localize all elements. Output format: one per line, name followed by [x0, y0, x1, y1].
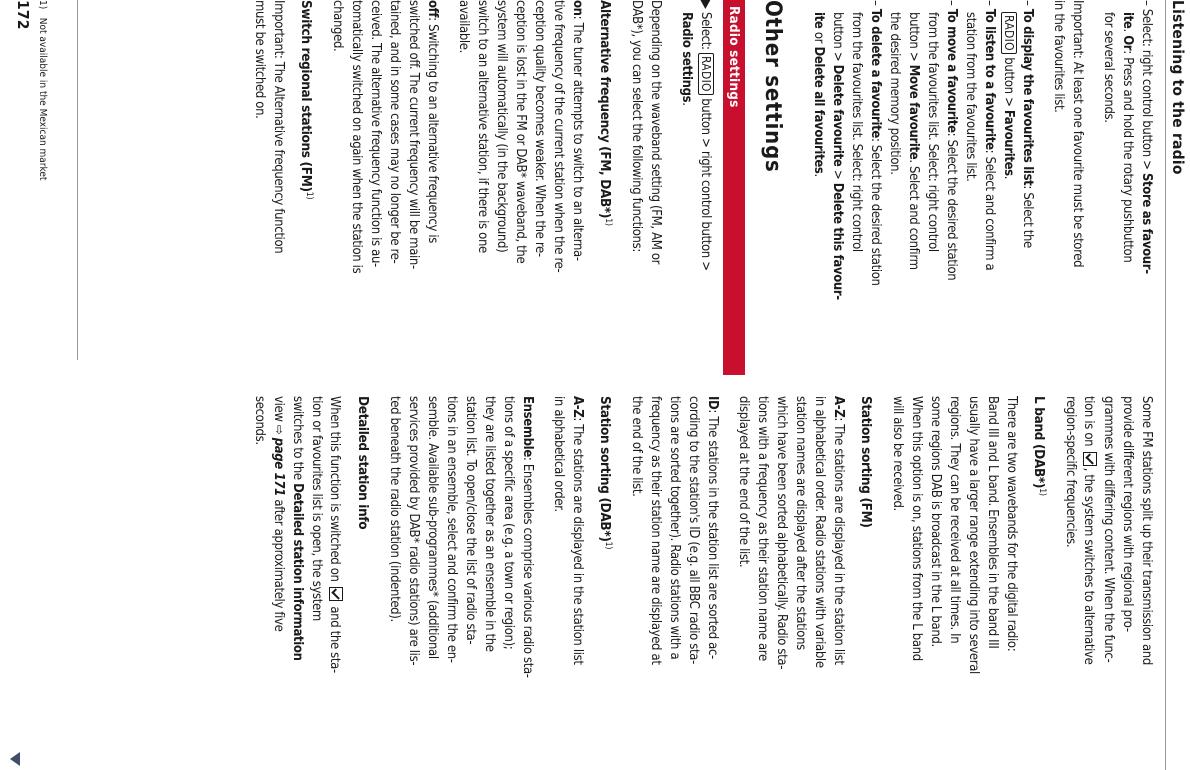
- text-line: region-specific frequencies.: [1063, 396, 1078, 548]
- store-favourite-step: [1099, 0, 1156, 375]
- text-line: tions of a specific area (e.g. a town or region);: [501, 396, 516, 650]
- text-line: tions in an ensemble, select and confirm the en-: [444, 396, 459, 663]
- text-line: displayed at the end of the list.: [736, 396, 751, 568]
- regional-stations-note: [250, 0, 288, 375]
- continue-triangle-icon: [10, 752, 20, 766]
- select-instruction: [677, 0, 715, 375]
- subheading-detailed-station-info: Detailed station info: [355, 396, 371, 530]
- radio-key-icon: RADIO: [1001, 12, 1017, 54]
- l-band-text: [888, 396, 1021, 770]
- header-divider: [1165, 0, 1166, 770]
- text-line: Some FM stations split up their transmission and: [1139, 396, 1154, 665]
- text-line: tions with a frequency as their station name are: [755, 396, 770, 661]
- text-line: in alphabetical order.: [551, 396, 566, 512]
- text-line: cording to the station's ID (e.g. all BBC radio sta-: [686, 396, 701, 664]
- right-column: [250, 396, 1156, 770]
- text-line: station list. To open/close the list of radio sta-: [463, 396, 478, 645]
- text-line: – Select: right control button > Store as favour-: [1139, 0, 1154, 274]
- text-line: which have been sorted alphabetically. Radio sta-: [774, 396, 789, 670]
- subheading-regional-stations: Switch regional stations (FM)$^{1)}$: [298, 0, 314, 200]
- subheading-station-sorting-fm: Station sorting (FM): [858, 396, 874, 528]
- text-line: tion or favourites list is open, the system: [309, 396, 324, 621]
- alt-frequency-off: [328, 0, 442, 375]
- text-line: in the favourites list.: [1051, 0, 1066, 113]
- text-line: tomatically switched on again when the station is: [349, 0, 364, 274]
- text-line: Important: The Alternative frequency function: [271, 0, 286, 254]
- page-header-title: Listening to the radio: [1169, 0, 1187, 175]
- text-line: When this function is switched on and the sta-: [327, 396, 342, 673]
- text-line: system will automatically (in the background): [494, 0, 509, 253]
- checked-checkbox-icon: [1083, 452, 1097, 466]
- subheading-station-sorting-dab: Station sorting $(DAB*)^{1)}$: [597, 396, 613, 550]
- regional-fm-intro: [1061, 396, 1156, 770]
- text-line: ception quality becomes weaker. When the re-: [532, 0, 547, 257]
- text-line: provide different regions with regional pro-: [1120, 396, 1135, 632]
- checked-checkbox-icon: [329, 587, 343, 601]
- text-line: off: Switching to an alternative frequency is: [425, 0, 440, 244]
- text-line: ted beneath the radio station (indented).: [387, 396, 402, 622]
- text-line: semble. Available sub-programmes* (additional: [425, 396, 440, 659]
- text-line: tained, and in some cases may no longer be re-: [387, 0, 402, 264]
- text-line: ception is lost in the FM or DAB* waveband, the: [513, 0, 528, 264]
- text-line: the end of the list.: [629, 396, 644, 497]
- text-line: Band III and L band. Ensembles in the band III: [985, 396, 1000, 649]
- important-note: [1049, 0, 1087, 375]
- text-line: the desired memory position.: [887, 12, 902, 175]
- text-line: station names are displayed after the stations: [793, 396, 808, 650]
- text-line: Radio settings.: [679, 12, 694, 106]
- text-line: ID: The stations in the station list are sorted ac-: [705, 396, 720, 659]
- move-favourite-step: [885, 0, 961, 375]
- text-line: in alphabetical order. Radio stations with variable: [812, 396, 827, 668]
- text-line: – To move a favourite: Select the desired station: [944, 0, 959, 281]
- sort-dab-az: [549, 396, 587, 770]
- text-line: they are listed together as an ensemble in the: [482, 396, 497, 652]
- text-line: switches to the Detailed station information: [290, 396, 305, 661]
- display-favourites-step: [999, 0, 1037, 375]
- text-line: available.: [456, 0, 471, 54]
- text-line: button > Delete favourite > Delete this favour-: [830, 12, 845, 300]
- text-line: Important: At least one favourite must be stored: [1070, 0, 1085, 268]
- text-line: Depending on the waveband setting (FM, AM or: [648, 0, 663, 265]
- text-line: ceived. The alternative frequency function is au-: [368, 0, 383, 267]
- text-line: A-Z: The stations are displayed in the station list: [570, 396, 585, 665]
- section-heading: Other settings: [760, 0, 785, 173]
- text-line: tive frequency of the current station when the re-: [551, 0, 566, 273]
- page-number: 172: [14, 0, 32, 30]
- text-line: from the favourites list. Select: right control: [849, 12, 864, 252]
- text-line: There are two wavebands for the digital radio:: [1004, 396, 1019, 652]
- text-line: grammes with differing content. When the func-: [1101, 396, 1116, 663]
- text-line: frequency as their station name are displayed at: [648, 396, 663, 665]
- text-line: DAB*), you can select the following functions:: [629, 0, 644, 252]
- text-line: seconds.: [252, 396, 267, 445]
- text-line: regions. They can be received at all times. In: [947, 396, 962, 644]
- text-line: from the favourites list. Select: right control: [925, 12, 940, 252]
- text-line: ite or Delete all favourites.: [811, 12, 826, 177]
- radio-key-icon: RADIO: [698, 53, 714, 95]
- text-line: switch to an alternative station, if there is one: [475, 0, 490, 253]
- text-line: tions are sorted together). Radio stations with a: [667, 396, 682, 660]
- text-line: will also be received.: [890, 396, 905, 511]
- footnote: 1) Not available in the Mexican market: [37, 0, 48, 181]
- sort-dab-ensemble: [385, 396, 537, 770]
- subsection-banner: Radio settings: [723, 0, 745, 375]
- text-line: services provided by DAB* radio stations) are lis-: [406, 396, 421, 666]
- text-line: ite. Or: Press and hold the rotary pushbutton: [1120, 12, 1135, 263]
- text-line: RADIO button > Favourites.: [999, 0, 1018, 375]
- subheading-l-band: L band $(DAB*)^{1)}$: [1031, 396, 1047, 496]
- text-line: When this option is on, stations from the L band: [909, 396, 924, 661]
- text-line: usually have a larger range extending into several: [966, 396, 981, 674]
- delete-favourite-step: [809, 0, 885, 375]
- text-line: – To listen to a favourite: Select and confirm a: [982, 0, 997, 271]
- sort-fm-az: [734, 396, 848, 770]
- text-line: A-Z: The stations are displayed in the station list: [831, 396, 846, 665]
- text-line: switched off. The current frequency will be main-: [406, 0, 421, 269]
- footnote-divider: [77, 0, 78, 360]
- text-line: view ⇨ page 171 after approximately five: [271, 396, 286, 632]
- text-line: – To display the favourites list: Select the: [1020, 0, 1035, 248]
- text-line: button > Move favourite. Select and confirm: [906, 12, 921, 270]
- text-line: some regions DAB is broadcast in the L band.: [928, 396, 943, 647]
- text-line: for several seconds.: [1101, 12, 1116, 123]
- text-line: Ensemble: Ensembles comprise various radio sta-: [520, 396, 535, 678]
- listen-favourite-step: [961, 0, 999, 375]
- text-line: must be switched on.: [252, 0, 267, 119]
- sort-fm-id: [627, 396, 722, 770]
- alt-frequency-on: [454, 0, 587, 375]
- detailed-info-text: [250, 396, 345, 770]
- text-line: ▶ Select: RADIO button > right control button >: [698, 0, 713, 271]
- waveband-intro: [627, 0, 665, 375]
- text-line: on: The tuner attempts to switch to an alterna-: [570, 0, 585, 261]
- subheading-alt-frequency: Alternative frequency (FM, DAB*)$^{1)}$: [597, 0, 613, 226]
- text-line: changed.: [330, 0, 345, 52]
- text-line: – To delete a favourite: Select the desired station: [868, 0, 883, 286]
- left-column: [250, 0, 1156, 375]
- text-line: station from the favourites list.: [963, 12, 978, 182]
- text-line: tion is on , the system switches to alternative: [1081, 396, 1096, 665]
